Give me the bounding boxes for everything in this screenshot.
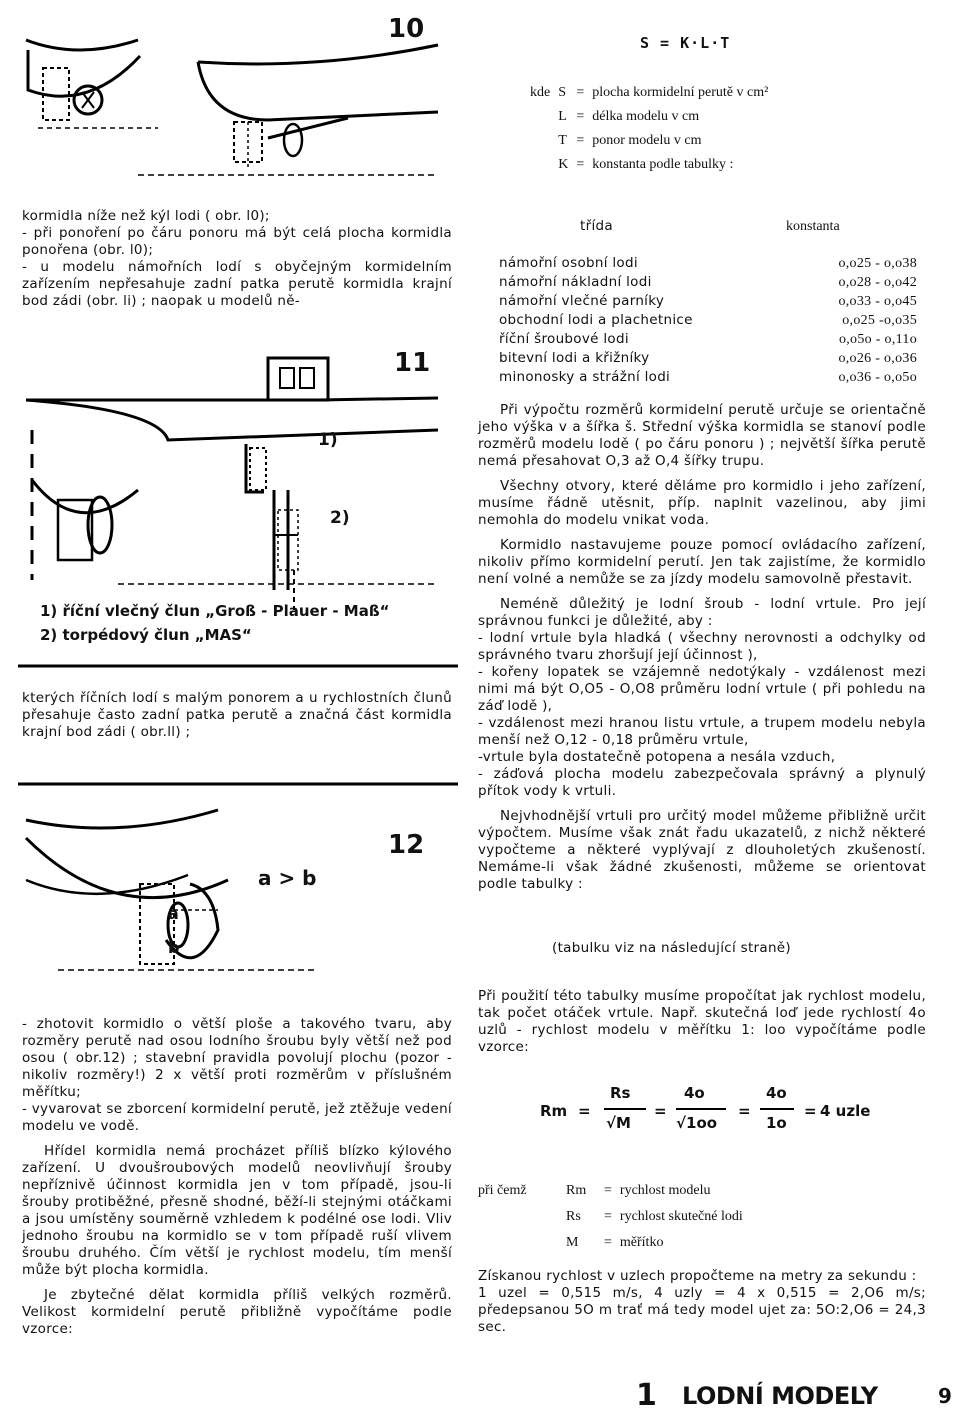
page-number: 9	[938, 1384, 952, 1408]
definition-symbol: T	[558, 133, 567, 148]
definition-row	[526, 149, 772, 173]
definition-lead: při čemž	[478, 1183, 527, 1198]
table-cell-class: námořní osobní lodi	[499, 255, 638, 271]
list-item: - kořeny lopatek se vzájemně nedotýkaly - vzdálenost mezi nimi má být O,O5 - O,O8 průměru lodní vrtule ( při pohledu na záď lodě ),	[478, 664, 926, 714]
formula-denominator: √M	[606, 1114, 631, 1132]
paragraph: Hřídel kormidla nemá procházet příliš blízko kýlového zařízení. U dvoušroubových modelů neovlivňují šrouby nepříznivě účinnost kormidla jen v tom případě, jsou-li šrouby protiběžné, přesně shodné, běží-li stejnými otáčkami a jsou umístěny souměrně vzhledem k podélné ose lodi. Vliv jednoho šroubu na kormidlo se v tom případě ruší vlivem šroubu druhého. Čím větší je rychlost modelu, tím menší může být plocha kormidla.	[22, 1143, 452, 1278]
figure-12-label-a: a	[168, 904, 179, 923]
paragraph: Při výpočtu rozměrů kormidelní perutě určuje se orientačně jeho výška v a šířka š. Střední výška kormidla se stanoví podle rozměrů modelu lodě ( po čáru ponoru ) ; největší šířka perutě nemá přesahovat O,3 až O,4 šířky trupu.	[478, 402, 926, 469]
table-row	[498, 330, 918, 349]
definition-text: konstanta podle tabulky :	[592, 157, 734, 172]
paragraph: - u modelu námořních lodí s obyčejným kormidelním zařízením nepřesahuje zadní patka perutě kormidla krajní bod zádi (obr. li) ; naopak u modelů ně-	[22, 259, 452, 309]
definition-row	[526, 101, 772, 125]
table-header-class: třída	[580, 218, 613, 234]
table-row	[498, 292, 918, 311]
definition-equals: =	[576, 157, 585, 172]
figure-11-label-2: 2)	[330, 508, 350, 528]
figure-12-comparison: a > b	[258, 866, 317, 890]
area-formula: S = K·L·T	[640, 34, 731, 52]
figure-11-label-1: 1)	[318, 430, 338, 450]
list-item: - vzdálenost mezi hranou listu vrtule, a trupem modelu nebyla menší než O,12 - 0,18 průměru vrtule,	[478, 715, 926, 748]
formula-equals: =	[738, 1102, 751, 1120]
figure-12-drawing	[18, 780, 458, 990]
paragraph: 1 uzel = 0,515 m/s, 4 uzly = 4 x 0,515 = 2,O6 m/s; předepsanou 5O m trať má tedy model ujet za: 5O:2,O6 = 24,3 sec.	[478, 1285, 926, 1335]
definition-row	[474, 1199, 747, 1225]
formula-equals: =	[578, 1102, 591, 1120]
list-item: -vrtule byla dostatečně potopena a nesála vzduch,	[478, 749, 836, 765]
paragraph: Všechny otvory, které děláme pro kormidlo i jeho zařízení, musíme řádně utěsnit, příp. naplnit vazelinou, aby jimi nemohla do modelu vnikat voda.	[478, 478, 926, 528]
table-row	[498, 254, 918, 273]
paragraph: - vyvarovat se zborcení kormidelní perutě, jež ztěžuje vedení modelu ve vodě.	[22, 1101, 452, 1134]
right-paragraph-7	[478, 1268, 926, 1336]
definition-row	[526, 84, 772, 101]
table-row	[498, 311, 918, 330]
definition-row	[474, 1225, 747, 1251]
definition-symbol: L	[558, 109, 567, 124]
formula-numerator: 4o	[684, 1084, 705, 1102]
definition-symbol: S	[558, 85, 567, 100]
definition-text: měřítko	[619, 1235, 664, 1250]
formula-equals: =	[654, 1102, 667, 1120]
table-cell-class: námořní vlečné parníky	[499, 293, 665, 309]
table-cell-constant: o,o26 - o,o36	[838, 351, 917, 366]
figure-10-number: 10	[388, 14, 425, 44]
table-header-constant: konstanta	[786, 219, 840, 234]
formula-denominator: √1oo	[676, 1114, 718, 1132]
list-item: - lodní vrtule byla hladká ( všechny nerovnosti a odchylky od správného tvaru zhoršují její účinnost ),	[478, 630, 926, 663]
footer	[636, 1378, 956, 1418]
figure-11	[18, 340, 458, 670]
table-row	[498, 273, 918, 292]
speed-definitions	[474, 1182, 747, 1251]
fraction-bar	[676, 1108, 726, 1110]
definition-lead: kde	[530, 85, 551, 100]
formula-lhs: Rm	[540, 1102, 568, 1120]
definition-equals: =	[576, 133, 585, 148]
table-row	[498, 349, 918, 368]
definition-equals: =	[576, 109, 585, 124]
speed-formula	[540, 1084, 840, 1144]
definition-text: ponor modelu v cm	[592, 133, 702, 148]
table-row	[498, 368, 918, 387]
table-cell-constant: o,o33 - o,o45	[838, 294, 917, 309]
right-paragraph-6: Při použití této tabulky musíme propočítat jak rychlost modelu, tak počet otáček vrtule. Např. skutečná loď jede rychlostí 4o uzlů - rychlost modelu v měřítku 1: loo vypočítáme podle vzorce:	[478, 988, 926, 1055]
formula-numerator: Rs	[610, 1084, 631, 1102]
definition-symbol: K	[558, 157, 569, 172]
definition-text: plocha kormidelní perutě v cm²	[592, 85, 769, 100]
definition-text: délka modelu v cm	[592, 109, 700, 124]
paragraph: Je zbytečné dělat kormidla příliš velkých rozměrů. Velikost kormidelní perutě přibližně vypočítáme podle vzorce:	[22, 1287, 452, 1337]
table-cell-constant: o,o28 - o,o42	[838, 275, 917, 290]
fraction-bar	[604, 1108, 646, 1110]
table-cell-class: minonosky a strážní lodi	[499, 369, 671, 385]
definition-row	[526, 125, 772, 149]
definition-row	[474, 1182, 747, 1199]
paragraph: Kormidlo nastavujeme pouze pomocí ovládacího zařízení, nikoliv přímo kormidelní perutí. Jen tak zajistíme, že kormidlo není volné a nemůže se za jízdy modelu samovolně přestavit.	[478, 537, 926, 587]
paragraph: - zhotovit kormidlo o větší ploše a takového tvaru, aby rozměry perutě nad osou lodního šroubu byly větší než pod osou ( obr.12) ; stavební pravidla povolují plochu (pozor - nikoliv rozměry!) 2 x větší proti rozměrům v příslušném měřítku;	[22, 1016, 452, 1100]
table-cell-constant: o,o25 - o,o38	[838, 256, 917, 271]
list-item: - záďová plocha modelu zabezpečovala správný a plynulý přítok vody k vrtuli.	[478, 766, 926, 799]
issue-number: 1	[636, 1378, 657, 1413]
formula-result: 4 uzle	[820, 1102, 871, 1120]
definition-symbol: M	[566, 1235, 579, 1250]
definition-equals: =	[604, 1235, 612, 1250]
definition-symbol: Rs	[566, 1209, 581, 1224]
table-cell-constant: o,o36 - o,o5o	[838, 370, 917, 385]
definition-text: rychlost modelu	[619, 1183, 711, 1198]
definition-text: rychlost skutečné lodi	[619, 1209, 743, 1224]
figure-11-drawing	[18, 340, 458, 670]
left-text-block-3	[22, 1016, 452, 1338]
table-cell-constant: o,o25 -o,o35	[842, 313, 917, 328]
formula-equals: =	[804, 1102, 817, 1120]
paragraph: Nejvhodnější vrtuli pro určitý model můžeme přibližně určit výpočtem. Musíme však znát řadu ukazatelů, z nichž některé vypočteme a některé vyplývají z dlouholetých zkušeností. Nemáme-li však žádné zkušenosti, můžeme se orientovat podle tabulky :	[478, 808, 926, 892]
figure-11-number: 11	[394, 348, 431, 378]
definition-equals: =	[604, 1183, 612, 1198]
paragraph: - při ponoření po čáru ponoru má být celá plocha kormidla ponořena (obr. l0);	[22, 225, 452, 258]
figure-12	[18, 780, 458, 990]
paragraph: Získanou rychlost v uzlech propočteme na metry za sekundu :	[478, 1268, 917, 1284]
figure-11-caption-1: 1) říční vlečný člun „Groß - Plauer - Maß“	[40, 602, 390, 620]
table-note: (tabulku viz na následující straně)	[552, 940, 791, 956]
table-cell-class: námořní nákladní lodi	[499, 274, 652, 290]
magazine-title: LODNÍ MODELY	[682, 1382, 878, 1410]
paragraph: kormidla níže než kýl lodi ( obr. l0);	[22, 208, 270, 224]
right-text-column	[478, 402, 926, 893]
formula-denominator: 1o	[766, 1114, 787, 1132]
figure-11-caption-2: 2) torpédový člun „MAS“	[40, 626, 252, 644]
table-cell-class: obchodní lodi a plachetnice	[499, 312, 693, 328]
paragraph: Neméně důležitý je lodní šroub - lodní vrtule. Pro její správnou funkci je důležité, aby :	[478, 596, 926, 629]
definition-equals: =	[576, 85, 585, 100]
definition-symbol: Rm	[566, 1183, 587, 1198]
table-cell-constant: o,o5o - o,11o	[838, 332, 917, 347]
table-cell-class: bitevní lodi a křižníky	[499, 350, 650, 366]
formula-numerator: 4o	[766, 1084, 787, 1102]
fraction-bar	[760, 1108, 794, 1110]
figure-12-label-b: b	[168, 938, 180, 957]
area-formula-definitions	[526, 84, 772, 173]
left-text-block-2: kterých říčních lodí s malým ponorem a u rychlostních člunů přesahuje často zadní patka perutě a značná část kormidla krajní bod zádi ( obr.ll) ;	[22, 690, 452, 740]
table-cell-class: říční šroubové lodi	[499, 331, 629, 347]
figure-10	[18, 0, 458, 200]
figure-12-number: 12	[388, 830, 425, 860]
definition-equals: =	[604, 1209, 612, 1224]
left-text-block-1	[22, 208, 452, 310]
